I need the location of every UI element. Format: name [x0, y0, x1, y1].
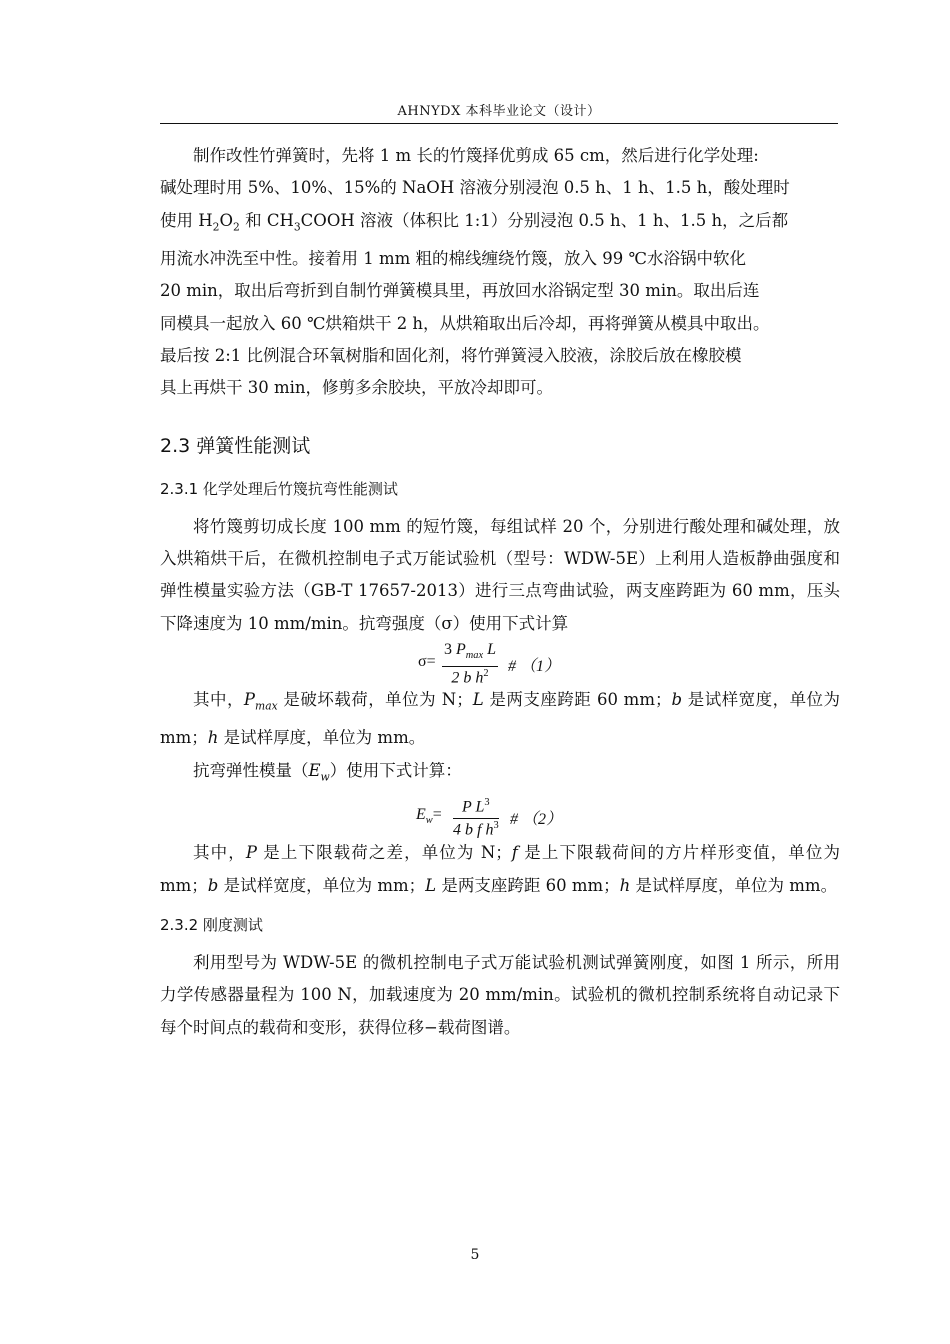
page-number: 5	[470, 1247, 480, 1263]
intro-line-6: 同模具一起放入 60 ℃烘箱烘干 2 h，从烘箱取出后冷却，再将弹簧从模具中取出。	[160, 313, 770, 333]
formula-2-numerator: P $L^3$	[453, 793, 499, 818]
stiffness-test-paragraph: 利用型号为 WDW-5E 的微机控制电子式万能试验机测试弹簧刚度，如图 1 所示，所用力学传感器量程为 100 N，加载速度为 20 mm/min。试验机的微机控制系统将自动记录下每个时间点的载荷和变形，获得位移−载荷图谱。	[160, 952, 840, 1037]
section-heading-2-3: 2.3 弹簧性能测试	[160, 434, 311, 457]
formula-1-lhs: σ=	[418, 652, 436, 670]
intro-line-8: 具上再烘干 30 min，修剪多余胶块，平放冷却即可。	[160, 378, 554, 398]
formula-2-fraction	[453, 793, 499, 838]
intro-line-4: 用流水冲洗至中性。接着用 1 mm 粗的棉线缠绕竹篾，放入 99 ℃水浴锅中软化	[160, 249, 746, 269]
page-body	[160, 140, 840, 1044]
intro-paragraph	[160, 140, 840, 405]
modulus-intro: 抗弯弹性模量$(E_w)$使用下式计算：	[193, 760, 462, 784]
running-header: AHNYDX 本科毕业论文（设计）	[397, 104, 601, 119]
formula-1-number: # （1）	[508, 657, 561, 675]
subsection-heading-2-3-1: 2.3.1 化学处理后竹篾抗弯性能测试	[160, 479, 398, 498]
intro-line-5: 20 min，取出后弯折到自制竹弹簧模具里，再放回水浴锅定型 30 min。取出后连	[160, 281, 760, 301]
formula-1	[160, 640, 840, 687]
formula-1-numerator: 3 $P_{max}$ L	[442, 640, 498, 667]
formula-2-explanation: 其中，P 是上下限载荷之差，单位为 N；f 是上下限载荷间的方片样形变值，单位为 mm；b 是试样宽度，单位为 mm；L 是两支座跨距 60 mm；h 是试样厚度，单位为 mm。	[160, 843, 840, 895]
formula-1-denominator: 2 b $h^2$	[451, 668, 489, 687]
intro-line-1: 制作改性竹弹簧时，先将 1 m 长的竹篾择优剪成 65 cm，然后进行化学处理:	[193, 146, 759, 165]
bending-test-paragraph: 将竹篾剪切成长度 100 mm 的短竹篾，每组试样 20 个，分别进行酸处理和碱处理，放入烘箱烘干后，在微机控制电子式万能试验机（型号：WDW-5E）上利用人造板静曲强度和弹性模量实验方法（GB-T 17657-2013）进行三点弯曲试验，两支座跨距为 60 mm，压头下降速度为 10 mm/min。抗弯强度（σ）使用下式计算	[160, 516, 840, 633]
intro-line-3: 使用 $H_2O_2$ 和 $CH_3COOH$ 溶液（体积比 1:1）分别浸泡 0.5 h、1 h、1.5 h，之后都	[160, 210, 789, 233]
formula-2-denominator: 4 b f $h^3$	[453, 819, 499, 838]
subsection-heading-2-3-2: 2.3.2 刚度测试	[160, 915, 263, 934]
header-rule	[160, 123, 838, 124]
formula-1-fraction	[442, 640, 498, 687]
formula-2	[160, 793, 840, 837]
formula-2-number: # （2）	[510, 811, 563, 829]
intro-line-7: 最后按 2:1 比例混合环氧树脂和固化剂，将竹弹簧浸入胶液，涂胶后放在橡胶模	[160, 346, 742, 366]
formula-1-explanation: 其中，$P_{max}$ 是破坏载荷，单位为 N；L 是两支座跨距 60 mm；b 是试样宽度，单位为 mm；h 是试样厚度，单位为 mm。	[160, 689, 841, 748]
intro-line-2: 碱处理时用 5%、10%、15%的 NaOH 溶液分别浸泡 0.5 h、1 h、1.5 h，酸处理时	[160, 178, 790, 198]
formula-2-lhs: $E_w=$	[416, 806, 442, 827]
